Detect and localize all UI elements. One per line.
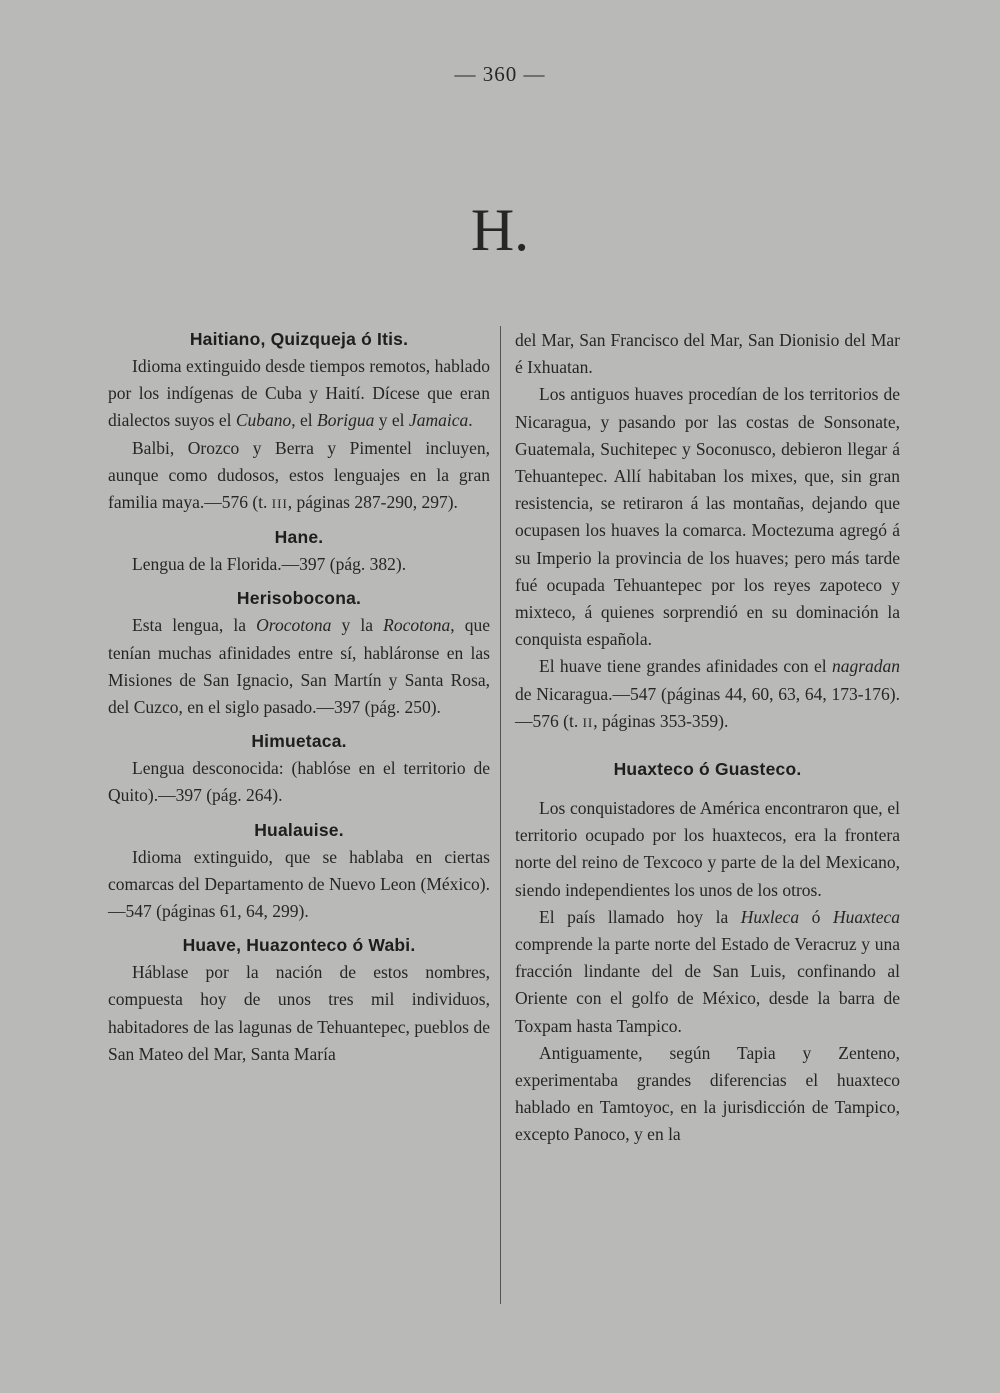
left-column (108, 326, 490, 1068)
entry-paragraph: Antiguamente, según Tapia y Zenteno, experimentaba grandes diferencias el huaxteco hablado en Tamtoyoc, en la jurisdicción de Tampico, excepto Panoco, y en la (515, 1042, 900, 1145)
entry-herisobocona (108, 585, 490, 721)
entry-title: Hane. (274, 527, 324, 548)
entry-title: Huave, Huazonteco ó Wabi. (182, 935, 416, 956)
column-divider (500, 326, 501, 1304)
entry-huaxteco (515, 756, 900, 1149)
entry-haitiano (108, 326, 490, 517)
entry-huave-continued (515, 327, 900, 736)
entry-paragraph: Los antiguos huaves procedían de los territorios de Nicaragua, y pasando por las costas de Sonsonate, Guatemala, Suchitepec y Soconusco, debieron llegar á Tehuantepec. Allí habitaban los mixes, que, sin gran resistencia, se retiraron á las montañas, dejando que ocupasen los huaves la comarca. Moctezuma agregó á su Imperio la provincia de los huaves; pero más tarde fué ocupada Tehuantepec por los reyes zapoteco y mixteco, á quienes sorprendió en su dominación la conquista española. (515, 384, 900, 650)
section-letter-heading: H. (470, 197, 530, 263)
entry-paragraph: Lengua desconocida: (hablóse en el territorio de Quito).—397 (pág. 264). (108, 758, 490, 806)
entry-paragraph: Idioma extinguido desde tiempos remotos, hablado por los indígenas de Cuba y Haití. Dícese que eran dialectos suyos el Cubano, el Borigua y el Jamaica. (108, 356, 490, 431)
entry-paragraph: El huave tiene grandes afinidades con el nagradan de Nicaragua.—547 (páginas 44, 60, 63, 64, 173-176).—576 (t. II, páginas 353-359). (515, 656, 900, 731)
right-column (515, 327, 900, 1149)
entry-title: Herisobocona. (236, 588, 362, 609)
entry-paragraph: El país llamado hoy la Huxleca ó Huaxteca comprende la parte norte del Estado de Veracruz y una fracción lindante del de San Luis, confinando al Oriente con el golfo de México, desde la barra de Toxpam hasta Tampico. (515, 906, 900, 1036)
entry-hane (108, 524, 490, 578)
entry-himuetaca (108, 728, 490, 809)
entry-paragraph: Háblase por la nación de estos nombres, compuesta hoy de unos tres mil individuos, habitadores de las lagunas de Tehuantepec, pueblos de San Mateo del Mar, Santa María (108, 962, 490, 1064)
entry-paragraph: Balbi, Orozco y Berra y Pimentel incluyen, aunque como dudosos, estos lenguajes en la gran familia maya.—576 (t. III, páginas 287-290, 297). (108, 437, 490, 513)
entry-title: Hualauise. (254, 819, 344, 840)
entry-hualauise (108, 817, 490, 926)
entry-title: Himuetaca. (251, 731, 347, 752)
entry-title: Huaxteco ó Guasteco. (613, 759, 802, 780)
entry-huave (108, 932, 490, 1068)
entry-paragraph: del Mar, San Francisco del Mar, San Dionisio del Mar é Ixhuatan. (515, 330, 900, 378)
entry-paragraph: Esta lengua, la Orocotona y la Rocotona, que tenían muchas afinidades entre sí, habláronse en las Misiones de San Ignacio, San Martín y Santa Rosa, del Cuzco, en el siglo pasado.—397 (pág. 250). (108, 615, 490, 718)
entry-paragraph: Los conquistadores de América encontraron que, el territorio ocupado por los huaxtecos, era la frontera norte del reino de Texcoco y parte de la del Mexicano, siendo independientes los unos de los otros. (515, 798, 900, 900)
entry-paragraph: Idioma extinguido, que se hablaba en ciertas comarcas del Departamento de Nuevo Leon (México).—547 (páginas 61, 64, 299). (108, 846, 490, 922)
entry-title: Haitiano, Quizqueja ó Itis. (189, 329, 409, 349)
entry-paragraph: Lengua de la Florida.—397 (pág. 382). (132, 554, 407, 575)
page-number: — 360 — (454, 62, 546, 86)
